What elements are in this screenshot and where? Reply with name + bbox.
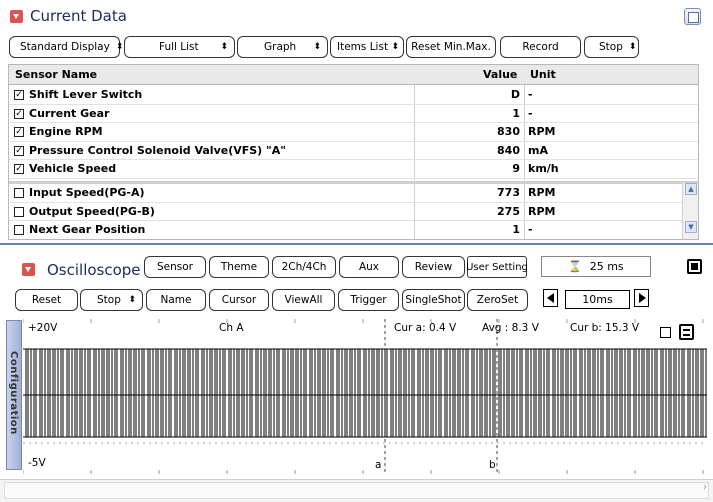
row-checkbox[interactable] bbox=[14, 188, 24, 198]
row-checkbox[interactable]: ✓ bbox=[15, 127, 23, 138]
current-data-title: Current Data bbox=[30, 7, 127, 25]
name-button[interactable]: Name bbox=[146, 289, 206, 311]
sensor-name: Current Gear bbox=[29, 106, 110, 120]
scroll-down-icon[interactable]: ▼ bbox=[685, 221, 697, 233]
next-timebase-icon[interactable] bbox=[634, 289, 649, 307]
row-checkbox[interactable]: ✓ bbox=[15, 90, 23, 100]
sensor-value: 9 bbox=[512, 162, 520, 176]
reset-minmax-button[interactable]: Reset Min.Max. bbox=[406, 36, 496, 58]
cursor-a-readout: Cur a: 0.4 V bbox=[394, 322, 457, 334]
sensor-table bbox=[8, 64, 699, 240]
time-display bbox=[541, 256, 651, 277]
row-checkbox[interactable]: ✓ bbox=[15, 145, 23, 156]
prev-timebase-icon[interactable] bbox=[543, 289, 558, 307]
items-list-select[interactable] bbox=[330, 36, 404, 58]
top-voltage-label: +20V bbox=[28, 322, 58, 334]
current-data-header bbox=[0, 0, 713, 32]
cursor-button[interactable]: Cursor bbox=[209, 289, 269, 311]
panel-divider[interactable] bbox=[0, 243, 713, 245]
stop-select[interactable] bbox=[80, 289, 143, 311]
view-all-button[interactable]: ViewAll bbox=[272, 289, 335, 311]
items-list-label: Items List bbox=[337, 41, 389, 53]
layout-toggle-icon[interactable] bbox=[679, 324, 694, 340]
status-bar bbox=[0, 479, 713, 502]
chevron-right-icon[interactable]: › bbox=[703, 482, 707, 493]
bottom-voltage-label: -5V bbox=[28, 457, 46, 469]
timebase-field[interactable]: 10ms bbox=[565, 290, 630, 309]
row-checkbox[interactable]: ✓ bbox=[15, 108, 23, 119]
updown-icon: ⬍ bbox=[128, 295, 136, 305]
stop-label: Stop bbox=[97, 294, 121, 306]
sensor-button[interactable]: Sensor bbox=[144, 256, 206, 278]
channels-button[interactable]: 2Ch/4Ch bbox=[272, 256, 336, 278]
sensor-unit: mA bbox=[528, 143, 548, 157]
cursor-b-label: b bbox=[489, 459, 496, 471]
trigger-button[interactable]: Trigger bbox=[338, 289, 399, 311]
updown-icon: ⬍ bbox=[115, 42, 124, 52]
maximize-icon[interactable] bbox=[684, 8, 701, 25]
sensor-name-header: Sensor Name bbox=[15, 68, 98, 81]
table-row[interactable] bbox=[9, 203, 698, 222]
table-row[interactable] bbox=[9, 105, 698, 124]
scope-display[interactable] bbox=[23, 319, 707, 474]
horizontal-scrollbar[interactable] bbox=[4, 482, 709, 499]
table-header bbox=[9, 65, 698, 85]
table-scrollbar[interactable] bbox=[682, 183, 698, 239]
updown-icon: ⬍ bbox=[220, 42, 228, 52]
review-button[interactable]: Review bbox=[402, 256, 465, 278]
updown-icon: ⬍ bbox=[391, 42, 399, 52]
sensor-value: 1 bbox=[512, 106, 520, 120]
view-mode-label: Graph bbox=[264, 41, 297, 53]
display-mode-label: Standard Display bbox=[20, 41, 110, 53]
list-mode-select[interactable] bbox=[124, 36, 235, 58]
table-row[interactable] bbox=[9, 221, 698, 240]
stop-label: Stop bbox=[599, 41, 623, 53]
time-display-value: 25 ms bbox=[589, 260, 624, 273]
scroll-up-icon[interactable]: ▲ bbox=[685, 183, 697, 195]
updown-icon: ⬍ bbox=[313, 42, 321, 52]
waveform-trace bbox=[23, 349, 707, 437]
channel-label: Ch A bbox=[219, 322, 244, 334]
sensor-value: D bbox=[510, 88, 520, 101]
value-header: Value bbox=[483, 68, 518, 81]
sensor-name: Pressure Control Solenoid Valve(VFS) "A" bbox=[29, 143, 287, 157]
record-button[interactable]: Record bbox=[500, 36, 581, 58]
sensor-unit: km/h bbox=[528, 162, 559, 176]
scope-checkbox[interactable] bbox=[660, 327, 671, 338]
sensor-name: Output Speed(PG-B) bbox=[29, 204, 155, 218]
collapse-icon[interactable] bbox=[10, 10, 23, 23]
sensor-value: 1 bbox=[512, 223, 520, 237]
average-readout: Avg : 8.3 V bbox=[482, 322, 539, 334]
sensor-name: Vehicle Speed bbox=[29, 162, 117, 176]
row-checkbox[interactable] bbox=[14, 225, 24, 235]
sensor-unit: RPM bbox=[528, 186, 556, 199]
collapse-icon[interactable] bbox=[22, 263, 35, 276]
table-row[interactable] bbox=[9, 184, 698, 203]
cursor-a-label: a bbox=[375, 459, 382, 471]
configuration-label: Configuration bbox=[8, 351, 19, 435]
sensor-value: 275 bbox=[497, 204, 520, 218]
sensor-name: Input Speed(PG-A) bbox=[29, 186, 145, 199]
theme-button[interactable]: Theme bbox=[209, 256, 269, 278]
hourglass-icon: ⌛ bbox=[568, 260, 582, 273]
cursor-b-readout: Cur b: 15.3 V bbox=[570, 322, 640, 334]
sensor-name: Engine RPM bbox=[29, 125, 103, 139]
table-row[interactable] bbox=[9, 160, 698, 179]
row-checkbox[interactable]: ✓ bbox=[15, 164, 23, 175]
updown-icon: ⬍ bbox=[628, 42, 637, 52]
stop-square-icon[interactable] bbox=[687, 259, 702, 274]
table-row[interactable] bbox=[9, 123, 698, 142]
unit-header: Unit bbox=[530, 68, 556, 81]
row-checkbox[interactable] bbox=[14, 207, 24, 217]
sensor-unit: - bbox=[528, 106, 533, 120]
view-mode-select[interactable] bbox=[237, 36, 328, 58]
display-mode-select[interactable] bbox=[9, 36, 124, 58]
oscilloscope-title: Oscilloscope bbox=[47, 261, 141, 279]
zero-set-button[interactable]: ZeroSet bbox=[467, 289, 528, 311]
sensor-unit: RPM bbox=[528, 125, 556, 139]
sensor-unit: - bbox=[528, 88, 533, 101]
sensor-unit: RPM bbox=[528, 204, 556, 218]
sensor-unit: - bbox=[528, 223, 533, 237]
sensor-value: 840 bbox=[497, 143, 520, 157]
aux-button[interactable]: Aux bbox=[339, 256, 399, 278]
configuration-tab[interactable] bbox=[6, 320, 22, 470]
sensor-name: Next Gear Position bbox=[29, 223, 146, 237]
user-setting-button[interactable]: User Setting bbox=[467, 256, 527, 278]
sensor-name: Shift Lever Switch bbox=[29, 88, 143, 101]
reset-button[interactable]: Reset bbox=[15, 289, 78, 311]
stop-select[interactable] bbox=[584, 36, 639, 58]
list-mode-label: Full List bbox=[159, 41, 199, 53]
sensor-value: 830 bbox=[497, 125, 520, 139]
waveform-canvas bbox=[23, 319, 707, 474]
table-row[interactable] bbox=[9, 142, 698, 161]
table-row[interactable] bbox=[9, 86, 698, 105]
sensor-value: 773 bbox=[497, 186, 520, 199]
single-shot-button[interactable]: SingleShot bbox=[402, 289, 465, 311]
